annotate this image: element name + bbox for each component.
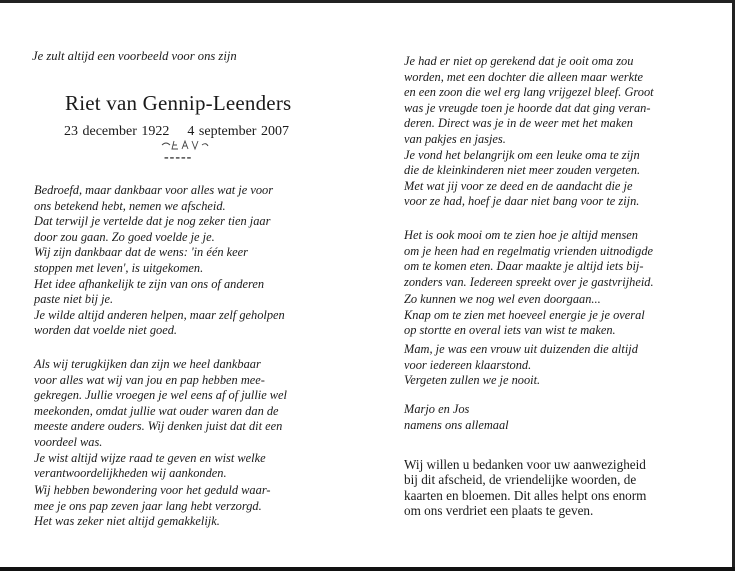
text-line: die de kleinkinderen niet meer zouden vergeten. (404, 163, 641, 178)
right-paragraph-1 (404, 54, 654, 210)
text-line: meekonden, omdat jullie wat ouder waren dan de (34, 403, 279, 418)
text-line: Marjo en Jos (404, 402, 470, 416)
text-line: om je heen had en regelmatig vrienden uitnodigde (404, 243, 654, 258)
right-paragraph-2 (404, 228, 654, 290)
text-line: om te komen eten. Daar maakte je altijd iets bij- (404, 259, 644, 274)
text-line: ons betekend hebt, nemen we afscheid. (34, 198, 226, 213)
text-line: worden dat voelde niet goed. (34, 323, 178, 338)
text-line: Het is ook mooi om te zien hoe je altijd mensen (404, 228, 639, 242)
right-paragraph-3 (404, 292, 645, 339)
text-line: bij dit afscheid, de vriendelijke woorden, de (404, 472, 637, 488)
text-line: Je vond het belangrijk om een leuke oma te zijn (404, 147, 640, 162)
text-line: Met wat jij voor ze deed en de aandacht die je (404, 178, 633, 193)
text-line: Je wist altijd wijze raad te geven en wist welke (34, 450, 266, 465)
text-line: voor iedereen klaarstond. (404, 357, 532, 372)
left-paragraph-3 (34, 483, 271, 530)
text-line: Je wilde altijd anderen helpen, maar zelf geholpen (34, 307, 285, 322)
text-line: verantwoordelijkheden wij aankonden. (34, 466, 227, 481)
thanks-paragraph (404, 457, 646, 519)
text-line: deren. Direct was je in de weer met het maken (404, 116, 633, 131)
text-line: namens ons allemaal (404, 417, 509, 432)
text-line: om ons verdriet een plaats te geven. (404, 503, 594, 519)
text-line: Mam, je was een vrouw uit duizenden die altijd (404, 342, 638, 356)
text-line: paste niet bij je. (34, 292, 114, 307)
text-line: was je vreugde toen je hoorde dat dat ging veran- (404, 100, 651, 115)
text-line: op stortte en overal iets van wist te maken. (404, 323, 616, 338)
text-line: Dat terwijl je vertelde dat je nog zeker tien jaar (34, 214, 271, 229)
text-line: Wij hebben bewondering voor het geduld waar- (34, 483, 271, 497)
text-line: Als wij terugkijken dan zijn we heel dankbaar (34, 357, 261, 371)
text-line: van pakjes en jasjes. (404, 131, 506, 146)
text-line: mee je ons pap zeven jaar lang hebt verzorgd. (34, 498, 262, 513)
text-line: Je had er niet op gerekend dat je ooit oma zou (404, 54, 634, 68)
text-line: Het idee afhankelijk te zijn van ons of anderen (34, 276, 265, 291)
border-top (0, 0, 735, 3)
text-line: Wij willen u bedanken voor uw aanwezigheid (404, 457, 646, 472)
text-line: meeste andere ouders. Wij denken juist dat dit een (34, 419, 283, 434)
birth-date: 23 december 1922 (64, 124, 170, 139)
text-line: Wij zijn dankbaar dat de wens: 'in één keer (34, 245, 248, 260)
text-line: Knap om te zien met hoeveel energie je je overal (404, 307, 645, 322)
death-date: 4 september 2007 (187, 124, 289, 139)
text-line: gekregen. Jullie vroegen je wel eens af of jullie wel (34, 388, 288, 403)
left-paragraph-1 (34, 183, 285, 339)
text-line: Het was zeker niet altijd gemakkelijk. (34, 514, 220, 529)
left-paragraph-2 (34, 357, 287, 482)
text-line: Bedroefd, maar dankbaar voor alles wat je voor (34, 183, 274, 197)
text-line: kaarten en bloemen. Dit alles helpt ons enorm (404, 487, 647, 503)
deceased-name: Riet van Gennip-Leenders (65, 91, 292, 115)
motto: Je zult altijd een voorbeeld voor ons zijn (32, 49, 237, 63)
text-line: stoppen met leven', is uitgekomen. (34, 260, 204, 275)
text-line: Zo kunnen we nog wel even doorgaan... (404, 292, 601, 306)
text-line: zonders van. Iedereen spreekt over je gastvrijheid. (404, 274, 654, 289)
text-line: en een zoon die wel erg lang vrijgezel bleef. Groot (404, 85, 654, 100)
text-line: door zou gaan. Zo goed voelde je je. (34, 229, 215, 244)
border-bottom (0, 567, 735, 571)
text-line: voor ze had, hoef je daar niet bang voor te zijn. (404, 194, 640, 209)
text-line: worden, met een dochter die alleen maar werkte (404, 69, 644, 84)
signatories (404, 402, 509, 433)
text-line: voor alles wat wij van jou en pap hebben mee- (34, 372, 265, 387)
text-line: Vergeten zullen we je nooit. (404, 373, 541, 388)
right-paragraph-4 (404, 342, 638, 389)
text-line: voordeel was. (34, 434, 103, 449)
separator: ----- (164, 150, 193, 165)
